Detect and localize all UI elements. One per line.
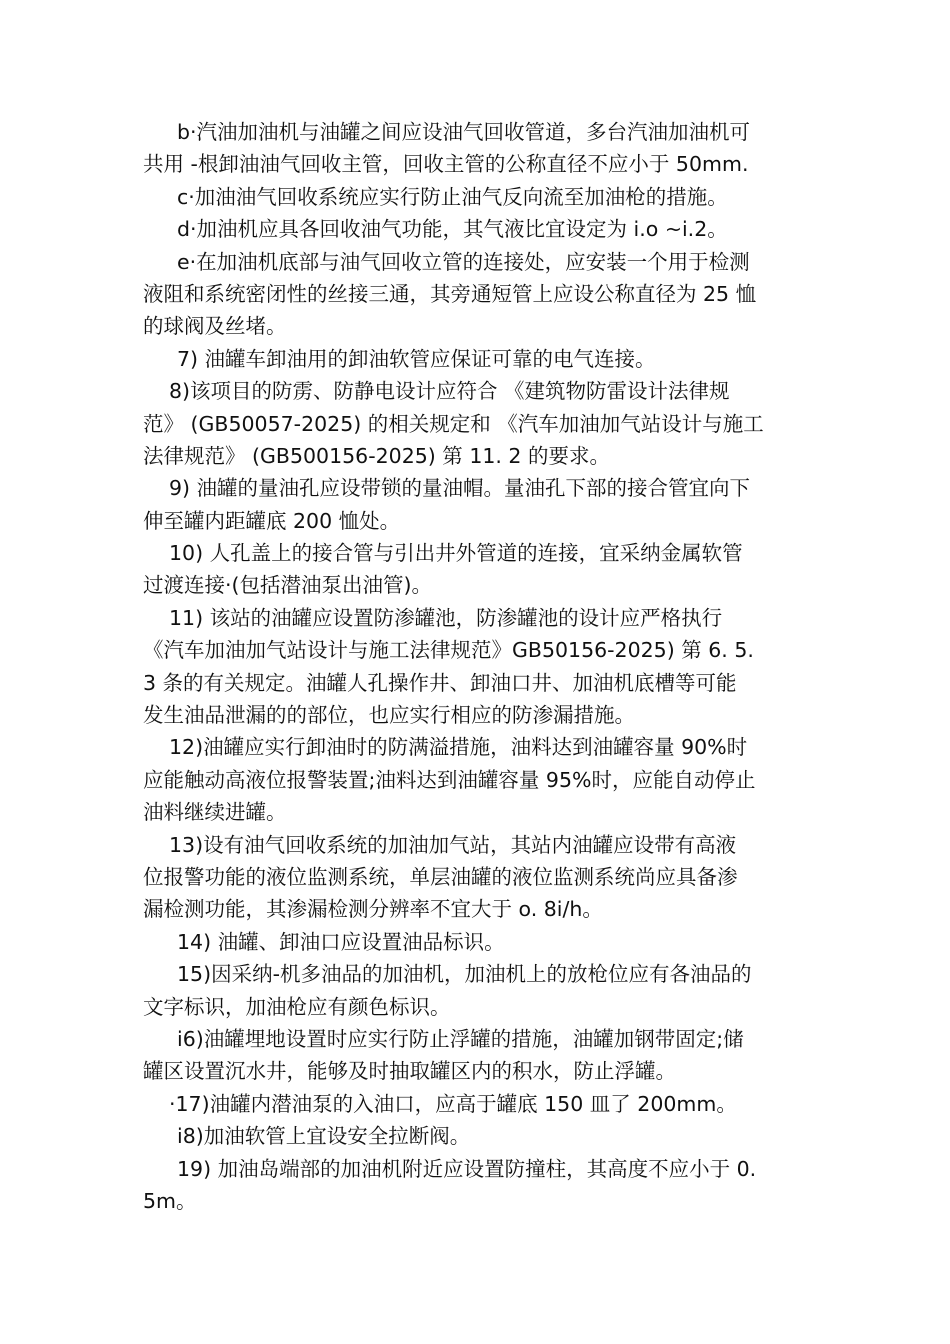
text-line: 19) 加油岛端部的加油机附近应设置防撞柱，其高度不应小于 0. xyxy=(177,1156,757,1181)
text-line: e·在加油机底部与油气回收立管的连接处，应安装一个用于检测 xyxy=(177,249,750,274)
paragraph xyxy=(143,926,813,958)
text-line: 位报警功能的液位监测系统，单层油罐的液位监测系统尚应具备渗 xyxy=(143,864,738,889)
text-line: 《汽车加油加气站设计与施工法律规范》GB50156-2025) 第 6. 5. xyxy=(143,638,754,663)
text-line: 3 条的有关规定。油罐人孔操作井、卸油口井、加油机底槽等可能 xyxy=(143,670,737,695)
paragraph xyxy=(143,343,813,375)
text-line: b·汽油加油机与油罐之间应设油气回收管道，多台汽油加油机可 xyxy=(177,120,751,144)
paragraph xyxy=(143,731,813,828)
paragraph xyxy=(143,213,813,245)
text-line: ·17)油罐内潜油泵的入油口，应高于罐底 150 皿了 200mm。 xyxy=(169,1091,737,1116)
text-line: 文字标识，加油枪应有颜色标识。 xyxy=(143,994,451,1019)
text-line: 8)该项目的防雳、防静电设计应符合 《建筑物防雷设计法律规 xyxy=(169,379,730,404)
text-line: 14) 油罐、卸油口应设置油品标识。 xyxy=(177,929,505,954)
text-line: d·加油机应具各回收油气功能，其气液比宜设定为 i.o ~i.2。 xyxy=(177,217,728,242)
text-line: c·加油油气回收系统应实行防止油气反向流至加油枪的措施。 xyxy=(177,184,728,209)
text-line: 液阻和系统密闭性的丝接三通，其旁通短管上应设公称直径为 25 恤 xyxy=(143,281,757,306)
text-line: 7) 油罐车卸油用的卸油软管应保证可靠的电气连接。 xyxy=(177,346,656,371)
paragraph xyxy=(143,1023,813,1088)
paragraph xyxy=(143,181,813,213)
paragraph xyxy=(143,472,813,537)
text-line: 范》 (GB50057-2025) 的相关规定和 《汽车加油加气站设计与施工 xyxy=(143,411,764,436)
paragraph xyxy=(143,602,813,732)
text-line: 9) 油罐的量油孔应设带锁的量油帽。量油孔下部的接合管宜向下 xyxy=(169,476,751,501)
text-line: 共用 -根卸油油气回收主管，回收主管的公称直径不应小于 50mm. xyxy=(143,152,749,177)
text-line: 5m。 xyxy=(143,1188,197,1213)
text-line: 10) 人孔盖上的接合管与引出井外管道的连接，宜采纳金属软管 xyxy=(169,541,743,566)
text-line: 应能触动高液位报警装置;油料达到油罐容量 95%时，应能自动停止 xyxy=(143,767,756,792)
paragraph xyxy=(143,246,813,343)
paragraph xyxy=(143,829,813,926)
text-line: i8)加油软管上宜设安全拉断阀。 xyxy=(177,1124,471,1149)
text-line: 13)设有油气回收系统的加油加气站，其站内油罐应设带有高液 xyxy=(169,832,737,857)
text-line: 法律规范》 (GB500156-2025) 第 11. 2 的要求。 xyxy=(143,443,610,468)
paragraph xyxy=(143,958,813,1023)
text-line: 漏检测功能，其渗漏检测分辨率不宜大于 o. 8i/h。 xyxy=(143,897,603,922)
paragraph xyxy=(143,1120,813,1152)
text-line: 油料继续进罐。 xyxy=(143,800,287,825)
text-line: 12)油罐应实行卸油时的防满溢措施，油料达到油罐容量 90%时 xyxy=(169,735,748,760)
paragraph xyxy=(143,1088,813,1120)
paragraph xyxy=(143,537,813,602)
text-line: i6)油罐埋地设置时应实行防止浮罐的措施，油罐加钢带固定;储 xyxy=(177,1026,744,1051)
text-line: 15)因采纳-机多油品的加油机，加油机上的放枪位应有各油品的 xyxy=(177,962,752,987)
text-line: 的球阀及丝堵。 xyxy=(143,314,287,339)
document-body xyxy=(143,116,813,1217)
text-line: 罐区设置沉水井，能够及时抽取罐区内的积水，防止浮罐。 xyxy=(143,1059,676,1084)
text-line: 过渡连接·(包括潜油泵出油管)。 xyxy=(143,573,433,598)
paragraph xyxy=(143,375,813,472)
text-line: 11) 该站的油罐应设置防渗罐池，防渗罐池的设计应严格执行 xyxy=(169,605,723,630)
text-line: 伸至罐内距罐底 200 恤处。 xyxy=(143,508,401,533)
text-line: 发生油品泄漏的的部位，也应实行相应的防渗漏措施。 xyxy=(143,703,635,728)
paragraph xyxy=(143,116,813,181)
paragraph xyxy=(143,1153,813,1218)
